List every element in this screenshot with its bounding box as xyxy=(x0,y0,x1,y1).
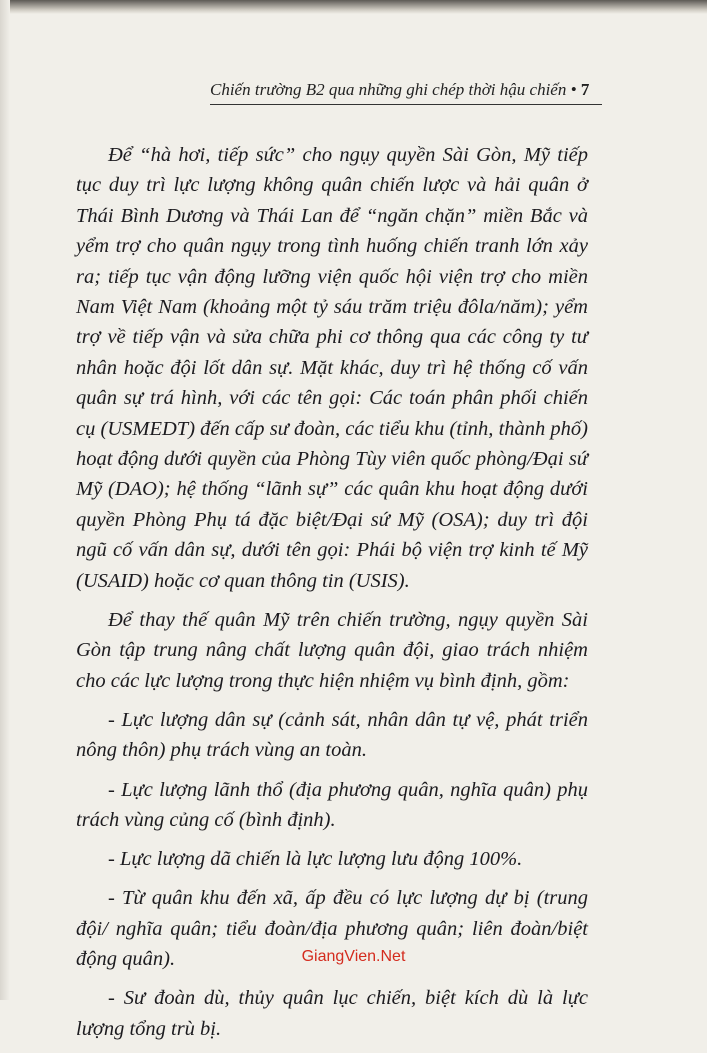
list-item-reserve-forces: - Từ quân khu đến xã, ấp đều có lực lượng dự bị (trung đội/ nghĩa quân; tiểu đoàn/địa phương quân; liên đoàn/biệt động quân). xyxy=(76,887,588,971)
running-header-separator: • xyxy=(570,80,577,99)
running-header-title: Chiến trường B2 qua những ghi chép thời hậu chiến xyxy=(210,80,567,99)
list-item-general-reserve: - Sư đoàn dù, thủy quân lục chiến, biệt kích dù là lực lượng tổng trù bị. xyxy=(76,987,588,1040)
paragraph-us-support: Để “hà hơi, tiếp sức” cho ngụy quyền Sài Gòn, Mỹ tiếp tục duy trì lực lượng không quân chiến lược và hải quân ở Thái Bình Dương và Thái Lan để “ngăn chặn” miền Bắc và yểm trợ cho quân ngụy trong tình huống chiến tranh lớn xảy ra; tiếp tục vận động lưỡng viện quốc hội viện trợ cho miền Nam Việt Nam (khoảng một tỷ sáu trăm triệu đôla/năm); yểm trợ về tiếp vận và sửa chữa phi cơ thông qua các công ty tư nhân hoặc đội lốt dân sự. Mặt khác, duy trì hệ thống cố vấn quân sự trá hình, với các tên gọi: Các toán phân phối chiến cụ (USMEDT) đến cấp sư đoàn, các tiểu khu (tỉnh, thành phố) hoạt động dưới quyền của Phòng Tùy viên quốc phòng/Đại sứ Mỹ (DAO); hệ thống “lãnh sự” các quân khu hoạt động dưới quyền Phòng Phụ tá đặc biệt/Đại sứ Mỹ (OSA); duy trì đội ngũ cố vấn dân sự, dưới tên gọi: Phái bộ viện trợ kinh tế Mỹ (USAID) hoặc cơ quan thông tin (USIS). xyxy=(76,144,588,592)
header-rule xyxy=(210,104,602,105)
watermark: GiangVien.Net xyxy=(301,948,406,965)
list-item-field-forces: - Lực lượng dã chiến là lực lượng lưu động 100%. xyxy=(108,848,523,871)
page-binding-shadow xyxy=(0,0,10,1000)
page-top-shadow xyxy=(0,0,707,14)
page-number: 7 xyxy=(580,80,590,99)
list-item-civil-forces: - Lực lượng dân sự (cảnh sát, nhân dân tự vệ, phát triển nông thôn) phụ trách vùng an toàn. xyxy=(76,708,588,762)
list-item-territorial-forces: - Lực lượng lãnh thổ (địa phương quân, nghĩa quân) phụ trách vùng củng cố (bình định). xyxy=(76,778,588,831)
running-header xyxy=(210,80,605,100)
body-text xyxy=(76,140,588,1053)
paragraph-replacement-forces: Để thay thế quân Mỹ trên chiến trường, ngụy quyền Sài Gòn tập trung nâng chất lượng quân đội, giao trách nhiệm cho các lực lượng trong thực hiện nhiệm vụ bình định, gồm: xyxy=(76,608,588,692)
